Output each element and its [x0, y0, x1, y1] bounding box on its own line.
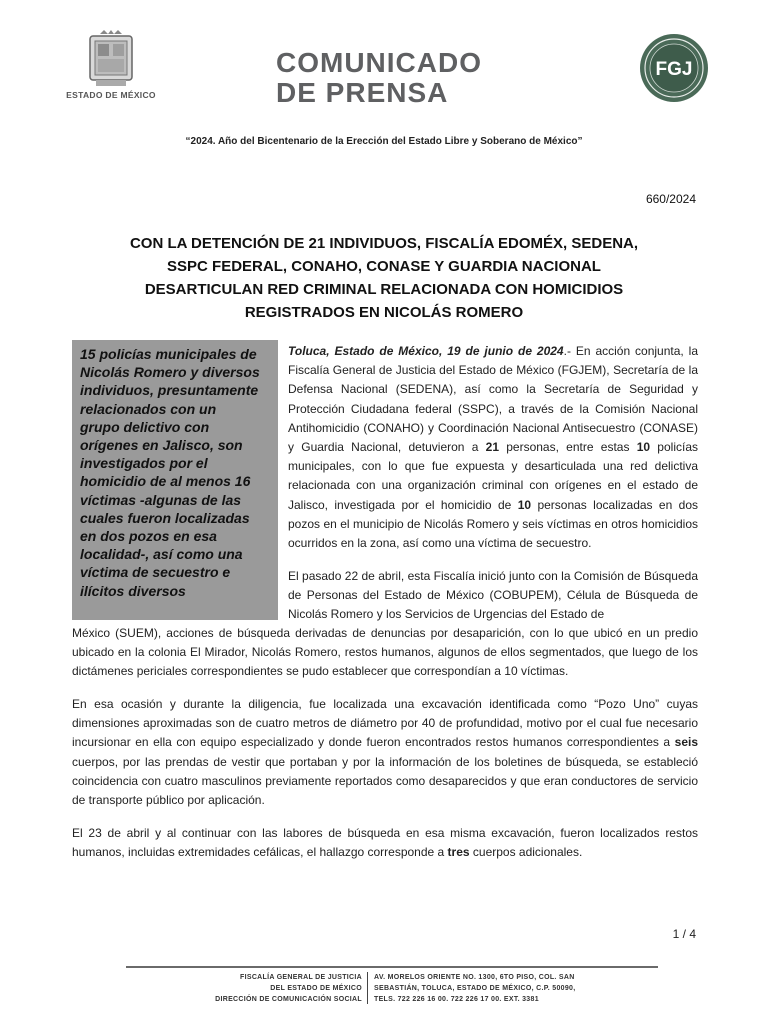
- summary-line: víctimas -algunas de las: [80, 491, 242, 508]
- title-line-2: DE PRENSA: [276, 77, 449, 108]
- p1-bold: 10: [636, 440, 651, 455]
- title-line-1: COMUNICADO: [276, 47, 482, 78]
- p4-bold: tres: [447, 845, 470, 860]
- headline-line: CON LA DETENCIÓN DE 21 INDIVIDUOS, FISCALÍA EDOMÉX, SEDENA,: [129, 235, 639, 252]
- paragraph-2-right: El pasado 22 de abril, esta Fiscalía inició junto con la Comisión de Búsqueda de Personas del Estado de México (COBUPEM), Célula de Búsqueda de Nicolás Romero y los Servicios de Urgencias del Estado de: [288, 569, 698, 622]
- p1-text: personas, entre estas: [499, 440, 637, 455]
- footer-line: SEBASTIÁN, TOLUCA, ESTADO DE MÉXICO, C.P. 50090,: [374, 985, 576, 992]
- document-number: 660/2024: [645, 192, 696, 206]
- p4-text: cuerpos adicionales.: [469, 845, 583, 860]
- p1-bold: 21: [485, 440, 499, 455]
- p1-bold: 10: [517, 497, 532, 512]
- summary-line: relacionados con un: [80, 400, 217, 417]
- footer-address: [374, 972, 576, 1005]
- p3-text: cuerpos, por las prendas de vestir que portaban y por la información de los boletines de búsqueda, se estableció coincidencia con cuatro masculinos previamente reportados como desaparecidos y que eran conductores de servicio de transporte público por aplicación.: [72, 754, 698, 808]
- p3-text: En esa ocasión y durante la diligencia, fue localizada una excavación identificada como “Pozo Uno” cuyas dimensiones aproximadas son de cuatro metros de diámetro por 40 de profundidad, motivo por el cual fue necesario incursionar en ella con equipo especializado y donde fueron encontrados restos humanos correspondientes a: [72, 697, 698, 750]
- p1-text: personas localizadas en dos pozos en el municipio de Nicolás Romero y seis víctimas en otros homicidios ocurridos en la zona, así como una víctima de secuestro.: [288, 497, 698, 551]
- summary-line: ilícitos diversos: [80, 582, 186, 599]
- summary-line: en dos pozos en esa: [80, 528, 217, 545]
- fgj-seal-text: FGJ: [655, 59, 693, 80]
- headline: [72, 232, 696, 324]
- summary-line: cuales fueron localizadas: [80, 509, 250, 526]
- summary-line: investigados por el: [80, 455, 208, 472]
- motto: “2024. Año del Bicentenario de la Erección del Estado Libre y Soberano de México”: [185, 136, 583, 147]
- summary-box: [72, 340, 278, 620]
- page-title: [276, 48, 482, 108]
- estado-de-mexico-logo: [66, 30, 156, 100]
- summary-line: homicidio de al menos 16: [80, 473, 251, 490]
- p1-text: .- En acción conjunta, la Fiscalía General de Justicia del Estado de México (FGJEM), Secretaría de la Defensa Nacional (SEDENA), así como la Secretaría de Seguridad y Protección Ciudadana federal (SSPC), a través de la Comisión Nacional Antihomicidio (CONAHO) y Coordinación Nacional Antisecuestro (CONASE) y Guardia Nacional, detuvieron a: [288, 344, 699, 455]
- dateline: Toluca, Estado de México, 19 de junio de 2024: [288, 344, 564, 358]
- headline-line: DESARTICULAN RED CRIMINAL RELACIONADA CON HOMICIDIOS: [144, 281, 624, 298]
- p1-text: policías municipales, con lo que fue expuesta y desarticulada una red delictiva relacionada con una organización criminal con orígenes en el estado de Jalisco, investigada por el homicidio de: [288, 440, 698, 512]
- summary-line: 15 policías municipales de: [80, 346, 257, 362]
- headline-line: SSPC FEDERAL, CONAHO, CONASE Y GUARDIA NACIONAL: [167, 258, 601, 275]
- fgj-logo: [638, 32, 710, 104]
- footer-institution: [215, 972, 362, 1005]
- headline-line: REGISTRADOS EN NICOLÁS ROMERO: [244, 304, 524, 321]
- footer-line: TELS. 722 226 16 00. 722 226 17 00. EXT. 3381: [374, 996, 539, 1003]
- summary-line: Nicolás Romero y diversos: [80, 364, 260, 381]
- estado-de-mexico-label: ESTADO DE MÉXICO: [66, 90, 156, 100]
- summary-line: localidad-, así como una: [80, 546, 243, 563]
- paragraph-3: [72, 695, 698, 810]
- paragraph-2-full: México (SUEM), acciones de búsqueda derivadas de denuncias por desaparición, con lo que ubicó en un predio ubicado en la colonia El Mirador, Nicolás Romero, restos humanos, algunos de ellos segmentados, que luego de los dictámenes periciales correspondientes se pudo establecer que correspondían a 10 víctimas.: [72, 626, 698, 679]
- summary-line: grupo delictivo con: [80, 418, 210, 435]
- summary-line: víctima de secuestro e: [80, 564, 231, 581]
- footer-line: DEL ESTADO DE MÉXICO: [270, 985, 362, 992]
- p3-bold: seis: [674, 735, 698, 750]
- fgj-seal-icon: [638, 32, 710, 104]
- coat-of-arms-icon: [86, 30, 136, 88]
- page-number: 1 / 4: [672, 927, 696, 941]
- paragraph-1: [288, 342, 698, 553]
- footer-line: FISCALÍA GENERAL DE JUSTICIA: [240, 974, 362, 981]
- summary-line: individuos, presuntamente: [80, 382, 259, 399]
- paragraph-4: [72, 824, 698, 862]
- summary-line: orígenes en Jalisco, son: [80, 437, 243, 454]
- footer-separator: [367, 972, 368, 1004]
- p4-text: El 23 de abril y al continuar con las labores de búsqueda en esa misma excavación, fueron localizados restos humanos, incluidas extremidades cefálicas, el hallazgo corresponde a: [72, 826, 698, 860]
- footer-divider: [126, 966, 658, 968]
- footer-line: DIRECCIÓN DE COMUNICACIÓN SOCIAL: [215, 996, 362, 1003]
- footer-line: AV. MORELOS ORIENTE NO. 1300, 6TO PISO, COL. SAN: [374, 974, 575, 981]
